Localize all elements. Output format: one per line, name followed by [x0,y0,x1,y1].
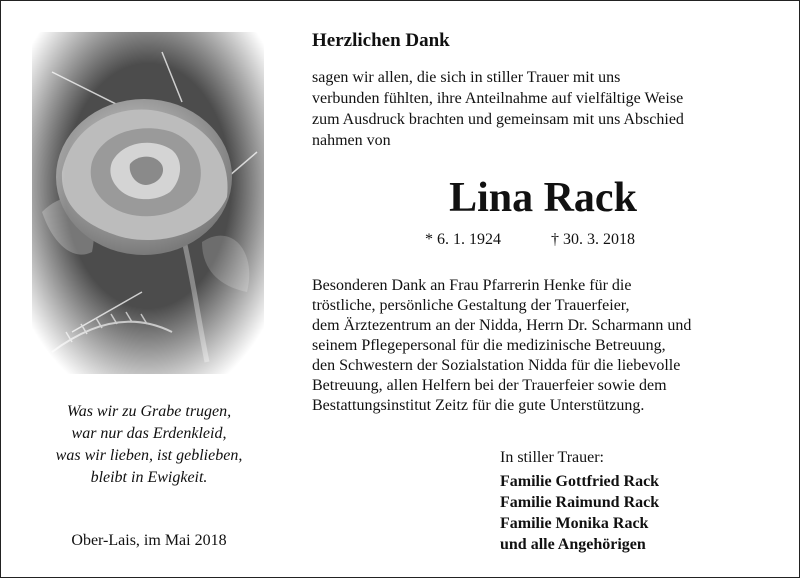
thanks-line: den Schwestern der Sozialstation Nidda für die liebevolle [312,357,681,374]
family-line: Familie Raimund Rack [500,494,660,511]
rose-photo [32,32,264,374]
thanks-paragraph [312,276,691,416]
poem-line: was wir lieben, ist geblieben, [55,447,243,464]
poem-line: war nur das Erdenkleid, [71,425,227,442]
poem-line: bleibt in Ewigkeit. [90,469,208,486]
family-signatures [500,471,659,555]
poem-line: Was wir zu Grabe trugen, [66,403,232,420]
mourning-label: In stiller Trauer: [500,449,604,466]
intro-paragraph [312,67,684,151]
intro-line: verbunden fühlten, ihre Anteilnahme auf vielfältige Weise [312,90,684,107]
family-line: und alle Angehörigen [500,536,646,553]
birth-date: * 6. 1. 1924 [425,231,501,248]
death-date: † 30. 3. 2018 [551,231,635,248]
intro-line: zum Ausdruck brachten und gemeinsam mit uns Abschied [312,111,684,128]
thanks-line: Besonderen Dank an Frau Pfarrerin Henke für die [312,277,632,294]
place-date: Ober-Lais, im Mai 2018 [71,532,227,549]
thanks-line: tröstliche, persönliche Gestaltung der Trauerfeier, [312,297,630,314]
intro-line: nahmen von [312,132,391,149]
thanks-line: seinem Pflegepersonal für die medizinische Betreuung, [312,337,666,354]
intro-line: sagen wir allen, die sich in stiller Trauer mit uns [312,69,621,86]
deceased-name: Lina Rack [449,175,637,221]
thanks-line: dem Ärztezentrum an der Nidda, Herrn Dr. Scharmann und [312,317,692,334]
notice-heading: Herzlichen Dank [312,30,450,51]
family-line: Familie Monika Rack [500,515,649,532]
thanks-line: Bestattungsinstitut Zeitz für die gute Unterstützung. [312,397,645,414]
family-line: Familie Gottfried Rack [500,473,660,490]
thanks-line: Betreuung, allen Helfern bei der Trauerfeier sowie dem [312,377,667,394]
memorial-poem [30,401,268,489]
